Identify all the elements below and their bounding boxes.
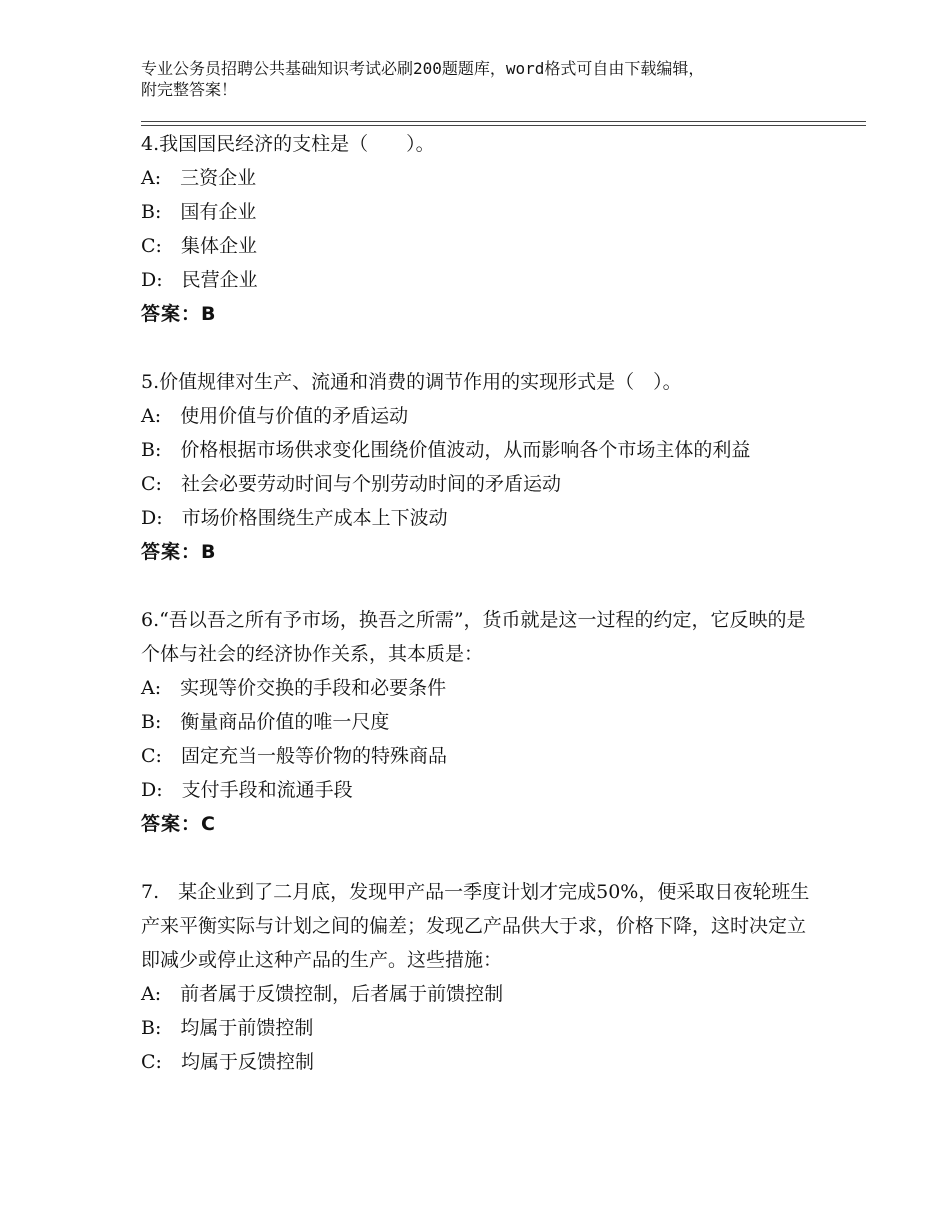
question-spacer	[141, 331, 821, 365]
option-b: B: 衡量商品价值的唯一尺度	[141, 711, 390, 733]
question-stem: 5.价值规律对生产、流通和消费的调节作用的实现形式是（ ）。	[141, 371, 682, 393]
header-rule-top	[141, 121, 866, 122]
question-5	[141, 365, 821, 569]
option-c: C: 固定充当一般等价物的特殊商品	[141, 745, 447, 767]
answer-label: 答案：B	[141, 303, 217, 325]
question-6	[141, 603, 821, 841]
option-a: A: 三资企业	[141, 167, 257, 189]
question-stem: 6.“吾以吾之所有予市场，换吾之所需”，货币就是这一过程的约定，它反映的是个体与社会的经济协作关系，其本质是：	[141, 609, 806, 665]
option-a: A: 前者属于反馈控制，后者属于前馈控制	[141, 983, 504, 1005]
question-spacer	[141, 841, 821, 875]
document-header	[141, 58, 871, 100]
questions-list	[141, 127, 821, 1079]
option-d: D: 民营企业	[141, 269, 258, 291]
option-b: B: 均属于前馈控制	[141, 1017, 314, 1039]
option-d: D: 支付手段和流通手段	[141, 779, 353, 801]
option-c: C: 均属于反馈控制	[141, 1051, 314, 1073]
option-a: A: 使用价值与价值的矛盾运动	[141, 405, 409, 427]
option-a: A: 实现等价交换的手段和必要条件	[141, 677, 447, 699]
option-b: B: 价格根据市场供求变化围绕价值波动，从而影响各个市场主体的利益	[141, 439, 751, 461]
option-b: B: 国有企业	[141, 201, 257, 223]
question-4	[141, 127, 821, 331]
question-stem: 4.我国国民经济的支柱是（ ）。	[141, 133, 435, 155]
option-c: C: 社会必要劳动时间与个别劳动时间的矛盾运动	[141, 473, 561, 495]
answer-label: 答案：B	[141, 541, 217, 563]
header-line-1: 专业公务员招聘公共基础知识考试必刷200题题库，word格式可自由下载编辑，	[141, 59, 705, 78]
header-rule-bottom	[141, 125, 866, 126]
question-spacer	[141, 569, 821, 603]
question-stem: 7. 某企业到了二月底，发现甲产品一季度计划才完成50%，便采取日夜轮班生产来平衡实际与计划之间的偏差；发现乙产品供大于求，价格下降，这时决定立即减少或停止这种产品的生产。这些措施：	[141, 881, 810, 971]
header-line-2: 附完整答案！	[141, 80, 238, 99]
question-7	[141, 875, 821, 1079]
option-d: D: 市场价格围绕生产成本上下波动	[141, 507, 448, 529]
option-c: C: 集体企业	[141, 235, 257, 257]
answer-label: 答案：C	[141, 813, 216, 835]
